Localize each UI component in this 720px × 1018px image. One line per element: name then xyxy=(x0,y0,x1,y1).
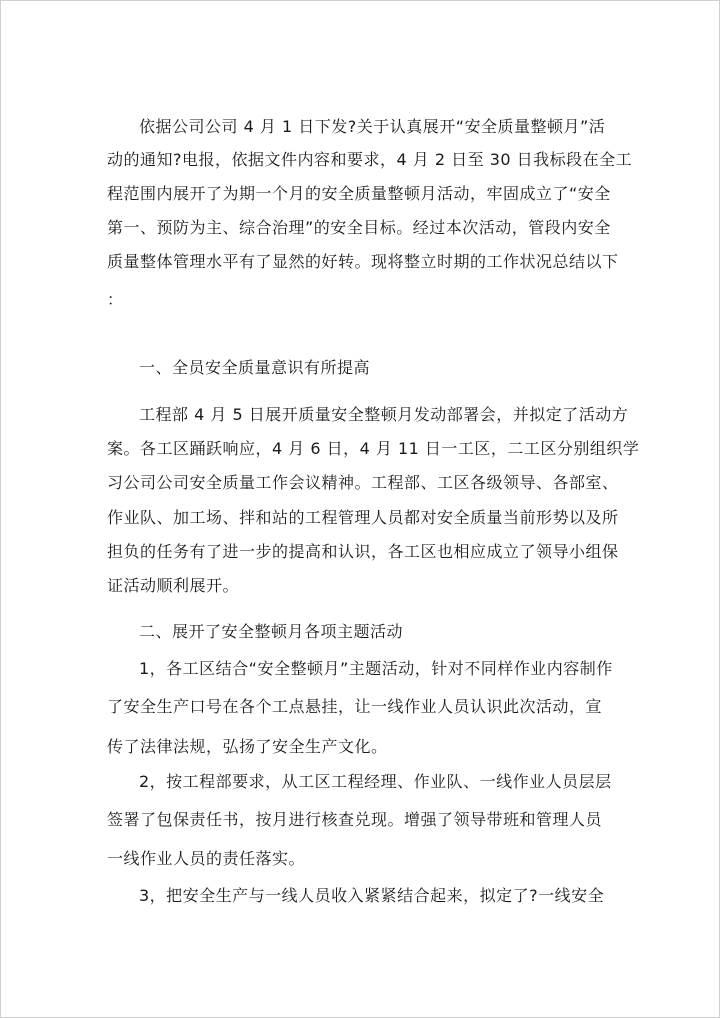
section-1-line-1: 工程部 4 月 5 日展开质量安全整顿月发动部署会，并拟定了活动方 xyxy=(139,405,629,424)
intro-line-6: ： xyxy=(107,290,124,309)
section-1-line-2: 案。各工区踊跃响应，4 月 6 日，4 月 11 日一工区，二工区分别组织学 xyxy=(107,439,640,458)
item-2-line-1: 2，按工程部要求，从工区工程经理、作业队、一线作业人员层层 xyxy=(139,772,612,791)
item-2-line-3: 一线作业人员的责任落实。 xyxy=(107,849,306,868)
item-1-line-2: 了安全生产口号在各个工点悬挂，让一线作业人员认识此次活动，宣 xyxy=(107,697,603,716)
section-1-heading: 一、全员安全质量意识有所提高 xyxy=(139,358,371,377)
intro-line-2: 动的通知?电报，依据文件内容和要求，4 月 2 日至 30 日我标段在全工 xyxy=(107,150,633,169)
item-3-line-1: 3，把安全生产与一线人员收入紧紧结合起来，拟定了?一线安全 xyxy=(139,886,605,905)
intro-line-3: 程范围内展开了为期一个月的安全质量整顿月活动，牢固成立了“安全 xyxy=(107,184,611,203)
intro-line-5: 质量整体管理水平有了显然的好转。现将整立时期的工作状况总结以下 xyxy=(107,252,619,271)
intro-line-4: 第一、预防为主、综合治理”的安全目标。经过本次活动，管段内安全 xyxy=(107,218,611,237)
section-2-heading: 二、展开了安全整顿月各项主题活动 xyxy=(139,622,404,641)
item-1-line-1: 1，各工区结合“安全整顿月”主题活动，针对不同样作业内容制作 xyxy=(139,659,613,678)
item-1-line-3: 传了法律法规，弘扬了安全生产文化。 xyxy=(107,737,388,756)
section-1-line-4: 作业队、加工场、拌和站的工程管理人员都对安全质量当前形势以及所 xyxy=(107,508,619,527)
section-1-line-5: 担负的任务有了进一步的提高和认识，各工区也相应成立了领导小组保 xyxy=(107,542,619,561)
section-1-line-3: 习公司公司安全质量工作会议精神。工程部、工区各级领导、各部室、 xyxy=(107,473,619,492)
section-1-line-6: 证活动顺利展开。 xyxy=(107,576,240,595)
intro-line-1: 依据公司公司 4 月 1 日下发?关于认真展开“安全质量整顿月”活 xyxy=(139,117,606,136)
item-2-line-2: 签署了包保责任书，按月进行核查兑现。增强了领导带班和管理人员 xyxy=(107,810,603,829)
